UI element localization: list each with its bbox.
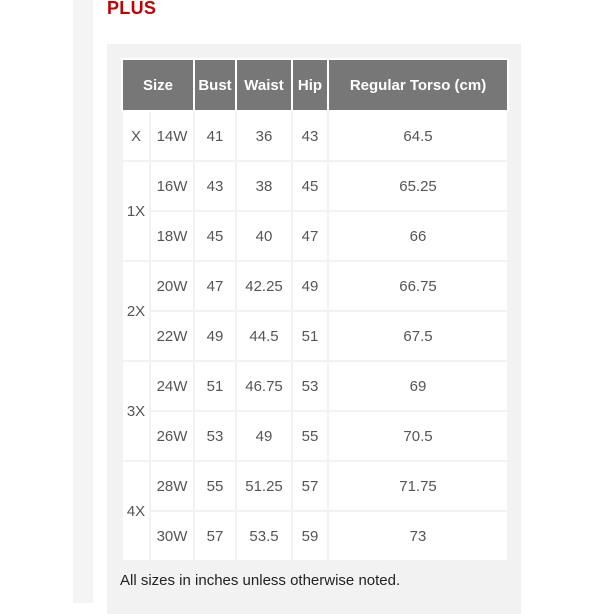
units-footnote: All sizes in inches unless otherwise noted. bbox=[120, 572, 401, 589]
header-bust: Bust bbox=[194, 59, 236, 111]
torso-value: 70.5 bbox=[328, 411, 508, 461]
size-group: X bbox=[122, 111, 150, 161]
hip-value: 55 bbox=[292, 411, 328, 461]
waist-value: 40 bbox=[236, 211, 292, 261]
table-row bbox=[122, 111, 508, 161]
bust-value: 55 bbox=[194, 461, 236, 511]
size-value: 14W bbox=[150, 111, 194, 161]
hip-value: 45 bbox=[292, 161, 328, 211]
size-group: 2X bbox=[122, 261, 150, 361]
size-group: 1X bbox=[122, 161, 150, 261]
section-title: PLUS bbox=[107, 0, 157, 18]
bust-value: 43 bbox=[194, 161, 236, 211]
waist-value: 36 bbox=[236, 111, 292, 161]
bust-value: 41 bbox=[194, 111, 236, 161]
bust-value: 53 bbox=[194, 411, 236, 461]
table-row bbox=[122, 411, 508, 461]
header-hip: Hip bbox=[292, 59, 328, 111]
table-row bbox=[122, 211, 508, 261]
table-row bbox=[122, 261, 508, 311]
table-row bbox=[122, 311, 508, 361]
waist-value: 46.75 bbox=[236, 361, 292, 411]
bust-value: 49 bbox=[194, 311, 236, 361]
size-value: 30W bbox=[150, 511, 194, 561]
torso-value: 71.75 bbox=[328, 461, 508, 511]
hip-value: 49 bbox=[292, 261, 328, 311]
size-value: 16W bbox=[150, 161, 194, 211]
hip-value: 53 bbox=[292, 361, 328, 411]
hip-value: 57 bbox=[292, 461, 328, 511]
hip-value: 43 bbox=[292, 111, 328, 161]
waist-value: 44.5 bbox=[236, 311, 292, 361]
waist-value: 49 bbox=[236, 411, 292, 461]
torso-value: 67.5 bbox=[328, 311, 508, 361]
size-group: 3X bbox=[122, 361, 150, 461]
size-value: 18W bbox=[150, 211, 194, 261]
torso-value: 66 bbox=[328, 211, 508, 261]
hip-value: 47 bbox=[292, 211, 328, 261]
size-group: 4X bbox=[122, 461, 150, 561]
waist-value: 53.5 bbox=[236, 511, 292, 561]
torso-value: 69 bbox=[328, 361, 508, 411]
size-value: 28W bbox=[150, 461, 194, 511]
table-row bbox=[122, 461, 508, 511]
waist-value: 51.25 bbox=[236, 461, 292, 511]
torso-value: 66.75 bbox=[328, 261, 508, 311]
size-value: 20W bbox=[150, 261, 194, 311]
bust-value: 45 bbox=[194, 211, 236, 261]
size-value: 22W bbox=[150, 311, 194, 361]
waist-value: 38 bbox=[236, 161, 292, 211]
waist-value: 42.25 bbox=[236, 261, 292, 311]
hip-value: 59 bbox=[292, 511, 328, 561]
torso-value: 73 bbox=[328, 511, 508, 561]
size-value: 26W bbox=[150, 411, 194, 461]
table-row bbox=[122, 161, 508, 211]
torso-value: 64.5 bbox=[328, 111, 508, 161]
header-regular-torso: Regular Torso (cm) bbox=[328, 59, 508, 111]
header-waist: Waist bbox=[236, 59, 292, 111]
header-size: Size bbox=[122, 59, 194, 111]
table-header-row bbox=[122, 59, 508, 111]
table-row bbox=[122, 361, 508, 411]
table-row bbox=[122, 511, 508, 561]
bust-value: 57 bbox=[194, 511, 236, 561]
hip-value: 51 bbox=[292, 311, 328, 361]
size-value: 24W bbox=[150, 361, 194, 411]
bust-value: 51 bbox=[194, 361, 236, 411]
size-chart-table bbox=[121, 58, 509, 562]
bust-value: 47 bbox=[194, 261, 236, 311]
page-gutter bbox=[73, 0, 93, 603]
torso-value: 65.25 bbox=[328, 161, 508, 211]
